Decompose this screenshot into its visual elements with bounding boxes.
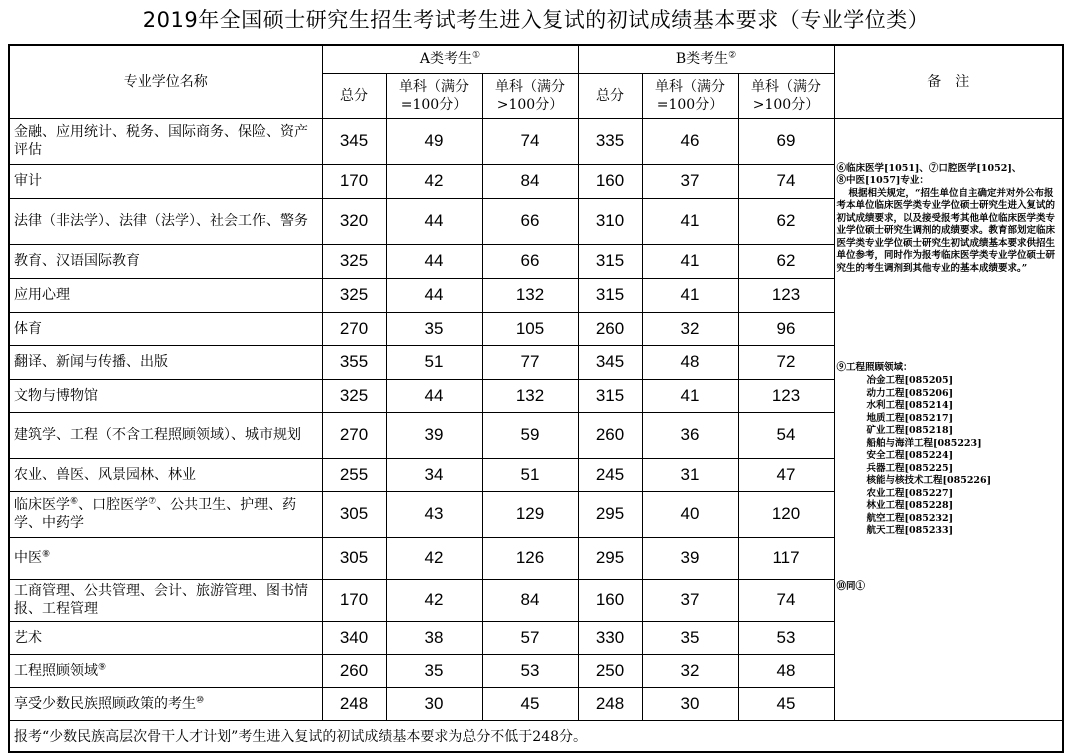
score-cell-a-total: 255 bbox=[322, 458, 386, 491]
score-cell-b-s100: 41 bbox=[642, 278, 738, 312]
degree-name-cell bbox=[9, 379, 322, 412]
footer-row bbox=[9, 720, 1063, 752]
degree-name-part: 、公共卫生、护理、药学、中药学 bbox=[14, 497, 297, 531]
score-cell-a-s100: 44 bbox=[386, 198, 482, 244]
degree-name-cell bbox=[9, 621, 322, 654]
score-cell-b-total: 248 bbox=[578, 687, 642, 720]
score-cell-a-sgt100: 66 bbox=[482, 244, 578, 278]
score-cell-b-s100: 32 bbox=[642, 312, 738, 345]
degree-name-cell bbox=[9, 278, 322, 312]
degree-name-cell bbox=[9, 412, 322, 458]
degree-name-cell bbox=[9, 687, 322, 720]
score-cell-a-total: 355 bbox=[322, 345, 386, 379]
score-cell-a-sgt100: 84 bbox=[482, 579, 578, 621]
score-cell-a-total: 325 bbox=[322, 379, 386, 412]
score-cell-a-sgt100: 53 bbox=[482, 654, 578, 687]
score-cell-b-sgt100: 45 bbox=[738, 687, 834, 720]
degree-name: 享受少数民族照顾政策的考生 bbox=[14, 695, 196, 712]
header-b-single-100: 单科（满分 =100分） bbox=[642, 73, 738, 118]
remark-clinical-medicine bbox=[837, 163, 1059, 276]
score-cell-a-s100: 44 bbox=[386, 278, 482, 312]
score-cell-a-total: 270 bbox=[322, 312, 386, 345]
score-cell-a-sgt100: 77 bbox=[482, 345, 578, 379]
score-cell-b-total: 330 bbox=[578, 621, 642, 654]
score-cell-a-s100: 51 bbox=[386, 345, 482, 379]
footnote-mark: ⑧ bbox=[42, 549, 51, 560]
score-cell-a-s100: 35 bbox=[386, 654, 482, 687]
degree-name: 翻译、新闻与传播、出版 bbox=[14, 354, 168, 370]
footnote-mark: ⑨ bbox=[98, 661, 107, 672]
score-cell-b-sgt100: 62 bbox=[738, 198, 834, 244]
header-b-total: 总分 bbox=[578, 73, 642, 118]
score-cell-a-s100: 49 bbox=[386, 118, 482, 164]
degree-name: 体育 bbox=[14, 320, 42, 337]
score-cell-b-s100: 40 bbox=[642, 491, 738, 537]
score-cell-b-s100: 41 bbox=[642, 244, 738, 278]
remark-line: ⑥临床医学[1051]、⑦口腔医学[1052]、 bbox=[836, 162, 1022, 174]
degree-name-part: 、口腔医学 bbox=[78, 497, 149, 513]
header-a-single-gt100: 单科（满分 >100分） bbox=[482, 73, 578, 118]
degree-name-cell bbox=[9, 458, 322, 491]
degree-name: 工商管理、公共管理、会计、旅游管理、图书情报、工程管理 bbox=[14, 583, 308, 617]
score-cell-a-sgt100: 129 bbox=[482, 491, 578, 537]
score-cell-b-sgt100: 117 bbox=[738, 537, 834, 579]
score-cell-b-total: 345 bbox=[578, 345, 642, 379]
score-cell-a-s100: 42 bbox=[386, 579, 482, 621]
score-cell-a-s100: 44 bbox=[386, 244, 482, 278]
score-cell-a-total: 170 bbox=[322, 164, 386, 198]
score-cell-a-sgt100: 132 bbox=[482, 278, 578, 312]
score-cell-a-total: 260 bbox=[322, 654, 386, 687]
engineering-field-item: 林业工程[085228] bbox=[866, 500, 954, 511]
score-cell-b-total: 335 bbox=[578, 118, 642, 164]
score-cell-b-sgt100: 123 bbox=[738, 379, 834, 412]
score-cell-b-total: 245 bbox=[578, 458, 642, 491]
engineering-field-item: 矿业工程[085218] bbox=[866, 425, 954, 436]
score-cell-b-total: 250 bbox=[578, 654, 642, 687]
score-cell-b-sgt100: 48 bbox=[738, 654, 834, 687]
score-cell-b-total: 160 bbox=[578, 164, 642, 198]
score-cell-a-total: 305 bbox=[322, 537, 386, 579]
degree-name-part: 临床医学 bbox=[14, 497, 70, 513]
header-a-single-100: 单科（满分 =100分） bbox=[386, 73, 482, 118]
remark-heading: ⑨工程照顾领域： bbox=[836, 361, 913, 373]
score-cell-b-sgt100: 47 bbox=[738, 458, 834, 491]
remarks-cell bbox=[834, 118, 1063, 720]
score-cell-a-s100: 43 bbox=[386, 491, 482, 537]
degree-name-cell bbox=[9, 345, 322, 379]
score-cell-b-sgt100: 69 bbox=[738, 118, 834, 164]
degree-name: 建筑学、工程（不含工程照顾领域）、城市规划 bbox=[14, 427, 301, 443]
engineering-field-item: 冶金工程[085205] bbox=[866, 375, 954, 386]
engineering-field-item: 核能与核技术工程[085226] bbox=[866, 475, 992, 486]
score-cell-a-s100: 38 bbox=[386, 621, 482, 654]
page-title: 2019年全国硕士研究生招生考试考生进入复试的初试成绩基本要求（专业学位类） bbox=[142, 8, 930, 32]
score-cell-a-sgt100: 59 bbox=[482, 412, 578, 458]
degree-name: 农业、兽医、风景园林、林业 bbox=[14, 466, 196, 483]
degree-name-cell bbox=[9, 312, 322, 345]
score-cell-b-sgt100: 74 bbox=[738, 579, 834, 621]
score-cell-b-total: 260 bbox=[578, 312, 642, 345]
footnote-mark: ⑩ bbox=[196, 694, 205, 705]
score-cell-a-total: 170 bbox=[322, 579, 386, 621]
score-cell-b-s100: 35 bbox=[642, 621, 738, 654]
score-cell-b-sgt100: 62 bbox=[738, 244, 834, 278]
remark-line: ⑧中医[1057]专业： bbox=[836, 175, 929, 186]
score-cell-b-sgt100: 53 bbox=[738, 621, 834, 654]
engineering-field-item: 兵器工程[085225] bbox=[866, 462, 954, 474]
score-cell-b-s100: 41 bbox=[642, 379, 738, 412]
header-a-total: 总分 bbox=[322, 73, 386, 118]
score-cell-a-total: 248 bbox=[322, 687, 386, 720]
score-cell-b-total: 160 bbox=[578, 579, 642, 621]
score-cell-a-total: 345 bbox=[322, 118, 386, 164]
score-cell-b-s100: 41 bbox=[642, 198, 738, 244]
score-cell-a-s100: 39 bbox=[386, 412, 482, 458]
score-cell-a-total: 270 bbox=[322, 412, 386, 458]
score-cell-b-sgt100: 54 bbox=[738, 412, 834, 458]
degree-name-cell bbox=[9, 537, 322, 579]
remark-engineering-fields bbox=[837, 362, 1059, 538]
score-cell-b-s100: 30 bbox=[642, 687, 738, 720]
table-row bbox=[9, 118, 1063, 164]
engineering-field-item: 航空工程[085232] bbox=[866, 512, 954, 524]
score-cell-b-s100: 32 bbox=[642, 654, 738, 687]
engineering-field-item: 航天工程[085233] bbox=[866, 525, 954, 536]
engineering-field-item: 安全工程[085224] bbox=[866, 450, 954, 461]
score-cell-a-sgt100: 132 bbox=[482, 379, 578, 412]
score-cell-b-sgt100: 123 bbox=[738, 278, 834, 312]
score-cell-a-s100: 35 bbox=[386, 312, 482, 345]
engineering-field-item: 农业工程[085227] bbox=[866, 487, 954, 499]
engineering-field-item: 水利工程[085214] bbox=[866, 400, 954, 411]
score-cell-b-sgt100: 120 bbox=[738, 491, 834, 537]
score-cell-a-total: 320 bbox=[322, 198, 386, 244]
engineering-field-item: 地质工程[085217] bbox=[866, 412, 954, 424]
score-cell-a-sgt100: 57 bbox=[482, 621, 578, 654]
degree-name-cell bbox=[9, 244, 322, 278]
engineering-field-item: 船舶与海洋工程[085223] bbox=[866, 437, 982, 449]
score-cell-b-s100: 46 bbox=[642, 118, 738, 164]
score-cell-a-total: 305 bbox=[322, 491, 386, 537]
degree-name-cell bbox=[9, 579, 322, 621]
score-cell-a-total: 325 bbox=[322, 278, 386, 312]
score-cell-a-s100: 42 bbox=[386, 164, 482, 198]
score-cell-b-total: 315 bbox=[578, 244, 642, 278]
degree-name: 法律（非法学）、法律（法学）、社会工作、警务 bbox=[14, 213, 308, 229]
score-cell-b-total: 310 bbox=[578, 198, 642, 244]
score-cell-a-sgt100: 51 bbox=[482, 458, 578, 491]
score-cell-a-s100: 34 bbox=[386, 458, 482, 491]
score-cell-a-sgt100: 45 bbox=[482, 687, 578, 720]
score-cell-b-s100: 36 bbox=[642, 412, 738, 458]
score-cell-b-sgt100: 72 bbox=[738, 345, 834, 379]
footnote-mark: ⑥ bbox=[70, 496, 79, 507]
score-cell-a-sgt100: 66 bbox=[482, 198, 578, 244]
score-cell-b-total: 315 bbox=[578, 278, 642, 312]
score-cell-b-total: 260 bbox=[578, 412, 642, 458]
degree-name-cell bbox=[9, 654, 322, 687]
degree-name: 教育、汉语国际教育 bbox=[14, 253, 140, 269]
degree-name-cell bbox=[9, 118, 322, 164]
header-remarks: 备 注 bbox=[834, 45, 1063, 118]
score-cell-b-total: 295 bbox=[578, 491, 642, 537]
score-cell-a-sgt100: 84 bbox=[482, 164, 578, 198]
remark-line: 根据相关规定，“招生单位自主确定并对外公布报考本单位临床医学类专业学位硕士研究生进入复试的初试成绩要求，以及接受报考其他单位临床医学类专业学位硕士研究生调剂的成绩要求。教育部划定临床医学类专业学位硕士研究生初试成绩基本要求供招生单位参考，同时作为报考临床医学类专业学位硕士研究生的考生调剂到其他专业的基本成绩要求。” bbox=[836, 187, 1056, 274]
degree-name: 文物与博物馆 bbox=[14, 387, 98, 404]
degree-name: 工程照顾领域 bbox=[14, 662, 98, 679]
score-cell-a-sgt100: 126 bbox=[482, 537, 578, 579]
score-requirements-table bbox=[8, 44, 1064, 753]
degree-name: 中医 bbox=[14, 550, 42, 566]
score-cell-a-s100: 44 bbox=[386, 379, 482, 412]
degree-name: 艺术 bbox=[14, 629, 42, 646]
degree-name-cell bbox=[9, 164, 322, 198]
score-cell-a-s100: 42 bbox=[386, 537, 482, 579]
degree-name: 应用心理 bbox=[14, 287, 70, 303]
score-cell-b-s100: 37 bbox=[642, 164, 738, 198]
score-cell-b-sgt100: 74 bbox=[738, 164, 834, 198]
score-cell-a-total: 325 bbox=[322, 244, 386, 278]
degree-name-cell bbox=[9, 198, 322, 244]
score-cell-b-sgt100: 96 bbox=[738, 312, 834, 345]
score-cell-b-total: 315 bbox=[578, 379, 642, 412]
score-cell-a-s100: 30 bbox=[386, 687, 482, 720]
score-cell-a-total: 340 bbox=[322, 621, 386, 654]
degree-name: 金融、应用统计、税务、国际商务、保险、资产评估 bbox=[14, 124, 308, 158]
degree-name: 审计 bbox=[14, 173, 42, 189]
header-group-a: A类考生① bbox=[322, 45, 578, 73]
footer-note: 报考“少数民族高层次骨干人才计划”考生进入复试的初试成绩基本要求为总分不低于248分。 bbox=[9, 720, 1063, 752]
score-cell-a-sgt100: 74 bbox=[482, 118, 578, 164]
degree-name-cell bbox=[9, 491, 322, 537]
footnote-mark: ⑦ bbox=[148, 496, 157, 507]
score-cell-b-s100: 48 bbox=[642, 345, 738, 379]
score-cell-b-s100: 37 bbox=[642, 579, 738, 621]
header-degree-name: 专业学位名称 bbox=[9, 45, 322, 118]
header-group-b: B类考生② bbox=[578, 45, 834, 73]
header-b-single-gt100: 单科（满分 >100分） bbox=[738, 73, 834, 118]
score-cell-b-s100: 39 bbox=[642, 537, 738, 579]
remark-minority: ⑩同① bbox=[836, 580, 866, 592]
score-cell-b-total: 295 bbox=[578, 537, 642, 579]
engineering-field-item: 动力工程[085206] bbox=[866, 387, 954, 399]
score-cell-b-s100: 31 bbox=[642, 458, 738, 491]
score-cell-a-sgt100: 105 bbox=[482, 312, 578, 345]
